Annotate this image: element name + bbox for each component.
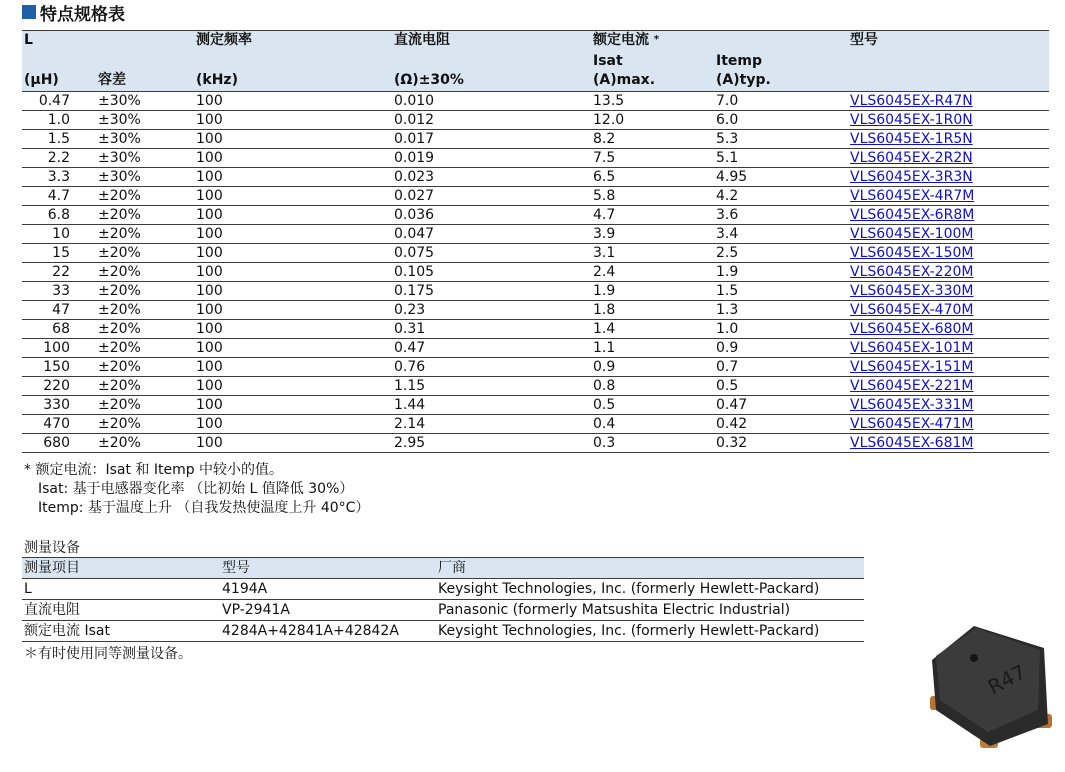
cell-isat: 1.1	[593, 340, 616, 356]
table-row	[22, 339, 1049, 358]
notes	[24, 461, 369, 518]
cell-part-number	[850, 92, 973, 110]
header-l-unit: (μH)	[24, 72, 59, 88]
cell-itemp: 7.0	[716, 93, 739, 109]
cell-itemp: 4.2	[716, 188, 739, 204]
cell-isat: 6.5	[593, 169, 616, 185]
part-number-link[interactable]: VLS6045EX-680M	[850, 321, 974, 337]
cell-frequency: 100	[196, 302, 223, 318]
cell-itemp: 1.3	[716, 302, 739, 318]
cell-frequency: 100	[196, 264, 223, 280]
cell-dcr: 0.075	[394, 245, 435, 261]
part-number-link[interactable]: VLS6045EX-1R5N	[850, 131, 973, 147]
cell-part-number	[850, 282, 973, 300]
header-dcr: 直流电阻	[394, 32, 450, 48]
cell-inductance: 10	[52, 226, 70, 242]
cell-part-number	[850, 225, 973, 243]
table-row	[22, 434, 1049, 453]
cell-inductance: 100	[43, 340, 70, 356]
cell-itemp: 0.9	[716, 340, 739, 356]
cell-inductance: 4.7	[47, 188, 70, 204]
part-number-link[interactable]: VLS6045EX-101M	[850, 340, 974, 356]
cell-tolerance: ±20%	[98, 321, 141, 337]
note-itemp-text: Itemp: 基于温度上升 （自我发热使温度上升 40°C）	[38, 500, 370, 516]
cell-frequency: 100	[196, 359, 223, 375]
spec-table-body	[22, 92, 1049, 453]
measurement-maker: Keysight Technologies, Inc. (formerly Hewlett-Packard)	[438, 581, 820, 597]
cell-frequency: 100	[196, 245, 223, 261]
cell-itemp: 0.42	[716, 416, 748, 432]
cell-part-number	[850, 377, 973, 395]
cell-tolerance: ±20%	[98, 378, 141, 394]
cell-dcr: 0.47	[394, 340, 426, 356]
measurement-item: L	[24, 581, 32, 597]
cell-frequency: 100	[196, 112, 223, 128]
table-row	[22, 130, 1049, 149]
cell-isat: 5.8	[593, 188, 616, 204]
header-dcr-unit: (Ω)±30%	[394, 72, 464, 88]
cell-frequency: 100	[196, 150, 223, 166]
cell-inductance: 15	[52, 245, 70, 261]
part-number-link[interactable]: VLS6045EX-151M	[850, 359, 974, 375]
cell-itemp: 0.32	[716, 435, 748, 451]
cell-inductance: 330	[43, 397, 70, 413]
cell-dcr: 0.036	[394, 207, 435, 223]
cell-isat: 2.4	[593, 264, 616, 280]
cell-frequency: 100	[196, 131, 223, 147]
cell-tolerance: ±20%	[98, 302, 141, 318]
note-isat	[24, 480, 369, 499]
cell-itemp: 0.47	[716, 397, 748, 413]
cell-frequency: 100	[196, 321, 223, 337]
header-isat: Isat	[593, 53, 623, 69]
cell-inductance: 22	[52, 264, 70, 280]
cell-isat: 0.8	[593, 378, 616, 394]
cell-part-number	[850, 111, 973, 129]
cell-inductance: 1.5	[47, 131, 70, 147]
cell-frequency: 100	[196, 93, 223, 109]
cell-itemp: 5.1	[716, 150, 739, 166]
cell-inductance: 150	[43, 359, 70, 375]
measurement-model: VP-2941A	[222, 602, 290, 618]
cell-part-number	[850, 187, 974, 205]
table-row	[22, 187, 1049, 206]
cell-part-number	[850, 206, 974, 224]
cell-inductance: 220	[43, 378, 70, 394]
cell-tolerance: ±20%	[98, 188, 141, 204]
table-row	[22, 415, 1049, 434]
measurement-header	[22, 557, 864, 579]
header-isat-unit: (A)max.	[593, 72, 656, 88]
cell-dcr: 0.017	[394, 131, 435, 147]
cell-dcr: 0.010	[394, 93, 435, 109]
cell-part-number	[850, 244, 973, 262]
header-frequency: 测定频率	[196, 32, 252, 48]
table-row	[22, 282, 1049, 301]
measurement-header-model: 型号	[222, 560, 250, 576]
cell-part-number	[850, 301, 973, 319]
cell-isat: 0.4	[593, 416, 616, 432]
part-number-link[interactable]: VLS6045EX-2R2N	[850, 150, 973, 166]
inductor-product-image	[918, 620, 1058, 760]
cell-tolerance: ±20%	[98, 416, 141, 432]
cell-dcr: 2.14	[394, 416, 426, 432]
table-row	[22, 377, 1049, 396]
inductor-marking: R47	[983, 659, 1030, 700]
cell-isat: 4.7	[593, 207, 616, 223]
part-number-link[interactable]: VLS6045EX-220M	[850, 264, 974, 280]
cell-frequency: 100	[196, 188, 223, 204]
part-number-link[interactable]: VLS6045EX-330M	[850, 283, 974, 299]
cell-frequency: 100	[196, 226, 223, 242]
cell-tolerance: ±30%	[98, 112, 141, 128]
cell-part-number	[850, 263, 973, 281]
measurement-maker: Keysight Technologies, Inc. (formerly Hewlett-Packard)	[438, 623, 820, 639]
cell-itemp: 1.0	[716, 321, 739, 337]
spec-table	[22, 30, 1049, 453]
measurement-model: 4194A	[222, 581, 268, 597]
cell-tolerance: ±30%	[98, 93, 141, 109]
cell-isat: 3.1	[593, 245, 616, 261]
cell-part-number	[850, 415, 973, 433]
measurement-row	[22, 600, 864, 621]
cell-itemp: 3.4	[716, 226, 739, 242]
table-row	[22, 149, 1049, 168]
cell-dcr: 0.019	[394, 150, 435, 166]
note-itemp	[24, 499, 369, 518]
cell-part-number	[850, 168, 973, 186]
cell-isat: 0.5	[593, 397, 616, 413]
table-row	[22, 244, 1049, 263]
cell-tolerance: ±20%	[98, 435, 141, 451]
measurement-header-item: 测量项目	[24, 560, 80, 576]
measurement-footnote: ＊有时使用同等测量设备。	[24, 646, 192, 662]
measurement-body	[22, 579, 864, 642]
cell-isat: 7.5	[593, 150, 616, 166]
part-number-link[interactable]: VLS6045EX-470M	[850, 302, 974, 318]
table-row	[22, 263, 1049, 282]
measurement-item: 额定电流 Isat	[24, 623, 110, 639]
cell-dcr: 0.31	[394, 321, 426, 337]
cell-isat: 1.9	[593, 283, 616, 299]
cell-inductance: 0.47	[38, 93, 70, 109]
cell-dcr: 0.012	[394, 112, 435, 128]
cell-itemp: 3.6	[716, 207, 739, 223]
cell-inductance: 6.8	[47, 207, 70, 223]
header-itemp-unit: (A)typ.	[716, 72, 771, 88]
measurement-row	[22, 621, 864, 642]
cell-itemp: 6.0	[716, 112, 739, 128]
part-number-link[interactable]: VLS6045EX-221M	[850, 378, 974, 394]
cell-itemp: 1.9	[716, 264, 739, 280]
cell-itemp: 2.5	[716, 245, 739, 261]
table-row	[22, 111, 1049, 130]
section-title-text: 特点规格表	[40, 4, 125, 25]
cell-frequency: 100	[196, 397, 223, 413]
measurement-model: 4284A+42841A+42842A	[222, 623, 399, 639]
header-rated-current-text: 额定电流	[593, 32, 649, 48]
cell-dcr: 0.23	[394, 302, 426, 318]
note-rated-current: * 额定电流：Isat 和 Itemp 中较小的值。	[24, 462, 284, 478]
cell-frequency: 100	[196, 378, 223, 394]
cell-isat: 0.9	[593, 359, 616, 375]
cell-tolerance: ±20%	[98, 207, 141, 223]
cell-dcr: 0.175	[394, 283, 435, 299]
cell-inductance: 2.2	[47, 150, 70, 166]
cell-tolerance: ±20%	[98, 226, 141, 242]
header-l: L	[24, 32, 33, 48]
cell-frequency: 100	[196, 169, 223, 185]
spec-table-header	[22, 30, 1049, 92]
measurement-table	[22, 557, 864, 642]
cell-dcr: 1.44	[394, 397, 426, 413]
header-rated-current	[593, 32, 659, 48]
cell-inductance: 33	[52, 283, 70, 299]
table-row	[22, 358, 1049, 377]
cell-part-number	[850, 339, 973, 357]
table-row	[22, 92, 1049, 111]
cell-frequency: 100	[196, 283, 223, 299]
part-number-link[interactable]: VLS6045EX-1R0N	[850, 112, 973, 128]
cell-frequency: 100	[196, 416, 223, 432]
part-number-link[interactable]: VLS6045EX-150M	[850, 245, 974, 261]
measurement-maker: Panasonic (formerly Matsushita Electric Industrial)	[438, 602, 791, 618]
cell-dcr: 2.95	[394, 435, 426, 451]
header-rated-mark: *	[653, 34, 660, 45]
header-part-number: 型号	[850, 32, 878, 48]
cell-tolerance: ±30%	[98, 169, 141, 185]
table-row	[22, 206, 1049, 225]
measurement-row	[22, 579, 864, 600]
cell-tolerance: ±20%	[98, 245, 141, 261]
cell-dcr: 0.76	[394, 359, 426, 375]
table-row	[22, 225, 1049, 244]
header-tolerance: 容差	[98, 72, 126, 88]
cell-dcr: 0.047	[394, 226, 435, 242]
cell-frequency: 100	[196, 340, 223, 356]
cell-tolerance: ±20%	[98, 264, 141, 280]
part-number-link[interactable]: VLS6045EX-4R7M	[850, 188, 975, 204]
part-number-link[interactable]: VLS6045EX-331M	[850, 397, 974, 413]
cell-isat: 8.2	[593, 131, 616, 147]
cell-tolerance: ±20%	[98, 283, 141, 299]
cell-tolerance: ±20%	[98, 340, 141, 356]
cell-isat: 1.8	[593, 302, 616, 318]
measurement-header-maker: 厂商	[438, 560, 466, 576]
cell-inductance: 470	[43, 416, 70, 432]
cell-itemp: 1.5	[716, 283, 739, 299]
header-itemp: Itemp	[716, 53, 763, 69]
cell-tolerance: ±30%	[98, 150, 141, 166]
cell-dcr: 0.105	[394, 264, 435, 280]
note-isat-text: Isat: 基于电感器变化率 （比初始 L 值降低 30%）	[38, 481, 354, 497]
cell-tolerance: ±20%	[98, 397, 141, 413]
cell-part-number	[850, 358, 973, 376]
cell-part-number	[850, 149, 973, 167]
table-row	[22, 168, 1049, 187]
cell-part-number	[850, 396, 973, 414]
cell-inductance: 680	[43, 435, 70, 451]
cell-inductance: 1.0	[47, 112, 70, 128]
cell-itemp: 0.5	[716, 378, 739, 394]
part-number-link[interactable]: VLS6045EX-R47N	[850, 93, 973, 109]
polarity-dot	[970, 654, 978, 662]
cell-tolerance: ±20%	[98, 359, 141, 375]
part-number-link[interactable]: VLS6045EX-681M	[850, 435, 974, 451]
cell-dcr: 1.15	[394, 378, 426, 394]
measurement-title: 测量设备	[24, 540, 80, 556]
table-row	[22, 396, 1049, 415]
part-number-link[interactable]: VLS6045EX-6R8M	[850, 207, 975, 223]
cell-inductance: 68	[52, 321, 70, 337]
cell-part-number	[850, 130, 973, 148]
cell-isat: 1.4	[593, 321, 616, 337]
cell-part-number	[850, 320, 973, 338]
section-title	[22, 1, 125, 23]
table-row	[22, 320, 1049, 339]
cell-part-number	[850, 434, 973, 452]
cell-frequency: 100	[196, 207, 223, 223]
cell-itemp: 5.3	[716, 131, 739, 147]
table-row	[22, 301, 1049, 320]
cell-itemp: 4.95	[716, 169, 748, 185]
title-square-icon	[22, 5, 36, 19]
cell-isat: 12.0	[593, 112, 625, 128]
part-number-link[interactable]: VLS6045EX-100M	[850, 226, 974, 242]
cell-inductance: 47	[52, 302, 70, 318]
header-frequency-unit: (kHz)	[196, 72, 238, 88]
cell-dcr: 0.027	[394, 188, 435, 204]
cell-frequency: 100	[196, 435, 223, 451]
measurement-item: 直流电阻	[24, 602, 80, 618]
part-number-link[interactable]: VLS6045EX-471M	[850, 416, 974, 432]
cell-isat: 0.3	[593, 435, 616, 451]
cell-isat: 3.9	[593, 226, 616, 242]
cell-inductance: 3.3	[47, 169, 70, 185]
cell-dcr: 0.023	[394, 169, 435, 185]
part-number-link[interactable]: VLS6045EX-3R3N	[850, 169, 973, 185]
cell-tolerance: ±30%	[98, 131, 141, 147]
cell-itemp: 0.7	[716, 359, 739, 375]
cell-isat: 13.5	[593, 93, 625, 109]
